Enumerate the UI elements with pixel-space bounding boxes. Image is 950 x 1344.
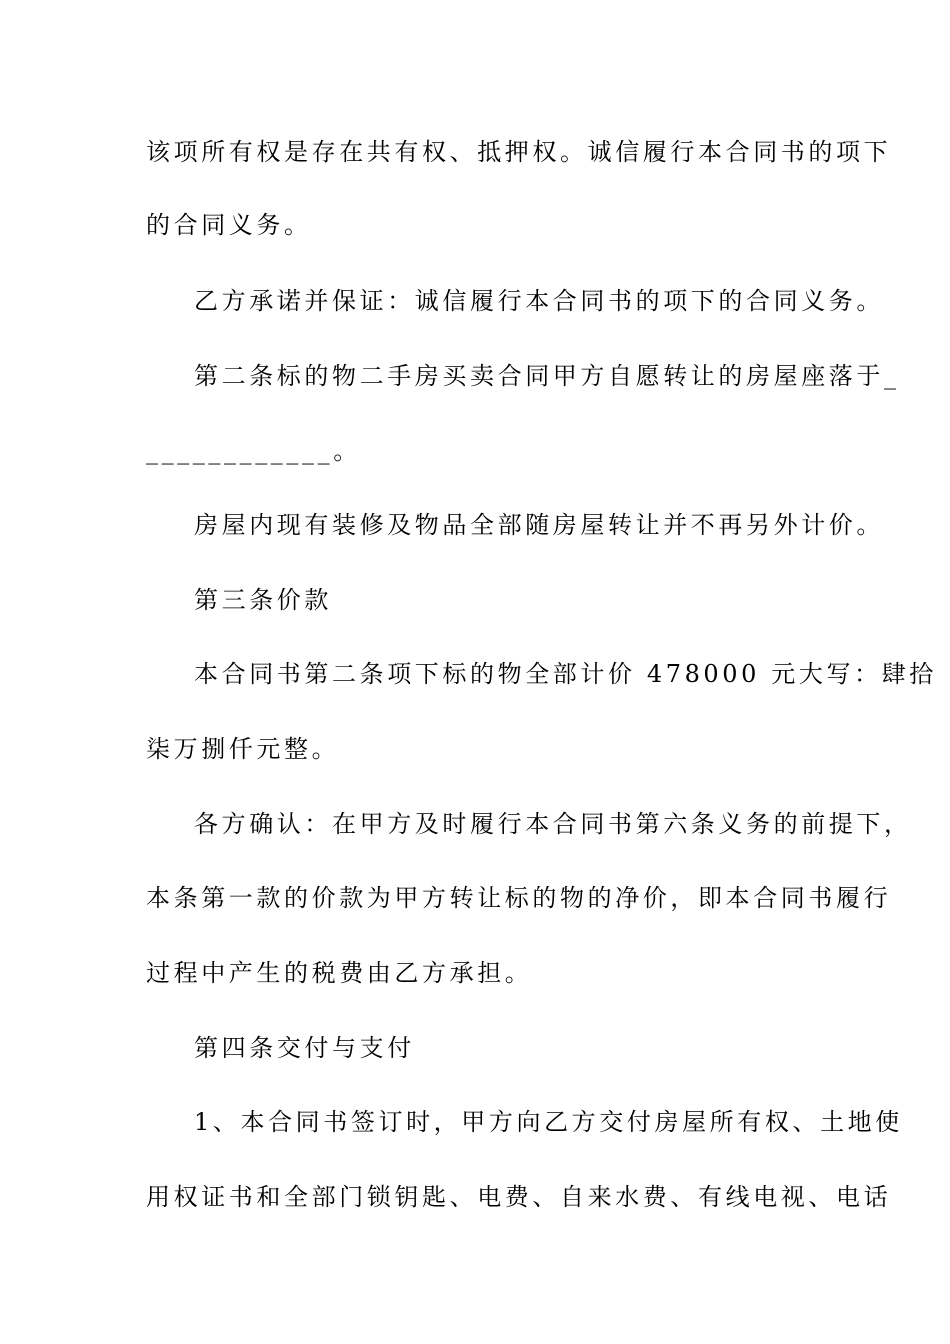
text-line-2: 的合同义务。 <box>146 211 312 239</box>
text-line-6: 房屋内现有装修及物品全部随房屋转让并不再另外计价。 <box>194 511 884 539</box>
section-heading-3: 第三条价款 <box>194 586 332 614</box>
text-line-11: 本条第一款的价款为甲方转让标的物的净价，即本合同书履行 <box>146 884 892 912</box>
text-line-9: 柒万捌仟元整。 <box>146 735 340 763</box>
text-line-12: 过程中产生的税费由乙方承担。 <box>146 959 533 987</box>
text-line-1: 该项所有权是存在共有权、抵押权。诚信履行本合同书的项下 <box>146 138 892 166</box>
section-heading-4: 第四条交付与支付 <box>194 1034 415 1062</box>
text-line-14: 1、本合同书签订时，甲方向乙方交付房屋所有权、土地使 <box>194 1108 903 1136</box>
text-line-8: 本合同书第二条项下标的物全部计价 478000 元大写：肆拾 <box>194 660 937 688</box>
text-line-15: 用权证书和全部门锁钥匙、电费、自来水费、有线电视、电话 <box>146 1183 892 1211</box>
text-line-5: ____________。 <box>146 437 361 465</box>
text-line-4: 第二条标的物二手房买卖合同甲方自愿转让的房屋座落于_ <box>194 362 900 390</box>
text-line-10: 各方确认：在甲方及时履行本合同书第六条义务的前提下， <box>194 810 912 838</box>
text-line-3: 乙方承诺并保证：诚信履行本合同书的项下的合同义务。 <box>194 287 884 315</box>
